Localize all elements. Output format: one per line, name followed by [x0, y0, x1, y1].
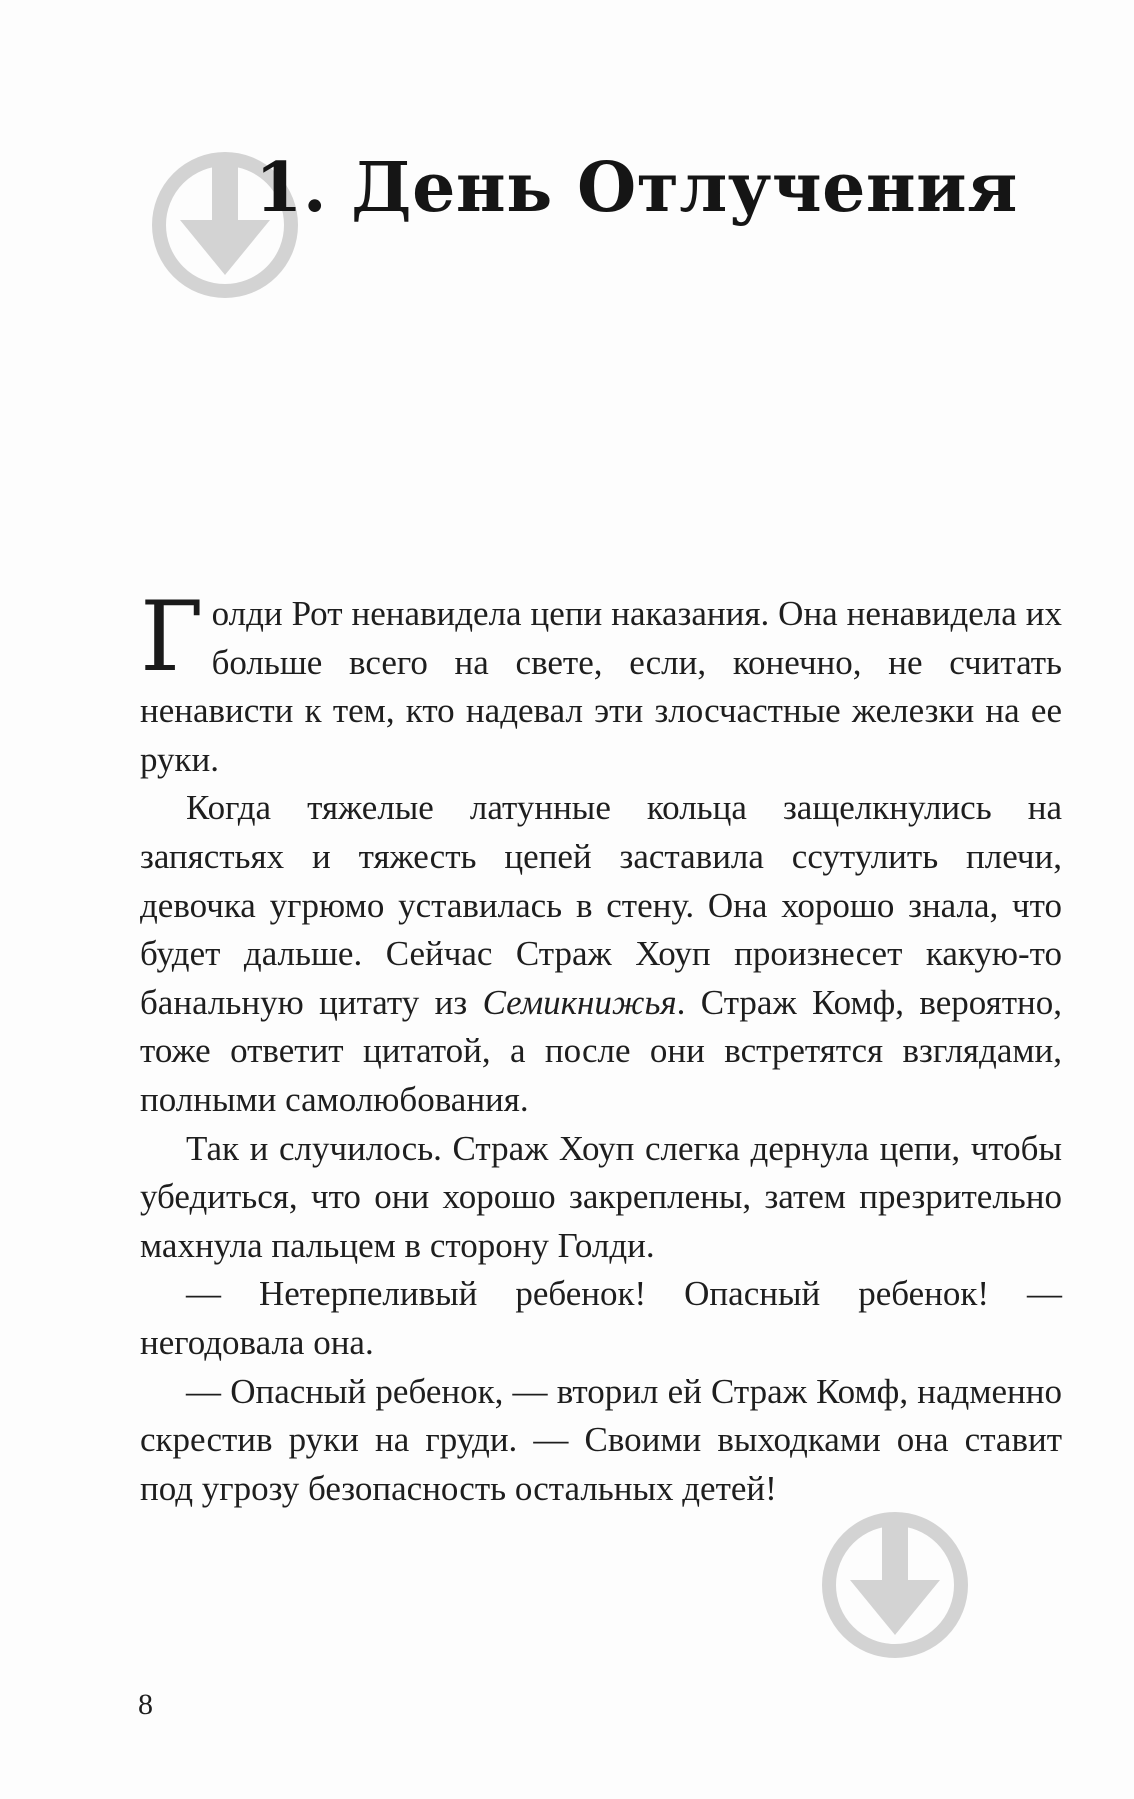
chapter-body — [140, 581, 1062, 1513]
page-number: 8 — [138, 1688, 153, 1721]
paragraph-1 — [140, 581, 1062, 784]
chapter-title: 1. День Отлучения — [255, 148, 1018, 228]
paragraph-3: Так и случилось. Страж Хоуп слегка дернула цепи, чтобы убедиться, что они хорошо закреплены, затем презрительно махнула пальцем в сторону Голди. — [140, 1128, 1062, 1265]
watermark-download-icon — [820, 1510, 970, 1660]
paragraph-2 — [140, 784, 1062, 1124]
paragraph-1-text: олди Рот ненавидела цепи наказания. Она ненавидела их больше всего на свете, если, конечно, не считать ненависти к тем, кто надевал эти злосчастные железки на ее руки. — [140, 594, 1062, 779]
paragraph-4: — Нетерпеливый ребенок! Опасный ребенок! — негодовала она. — [140, 1274, 1062, 1362]
paragraph-5: — Опасный ребенок, — вторил ей Страж Комф, надменно скрестив руки на груди. — Своими выходками она ставит под угрозу безопасность остальных детей! — [140, 1371, 1062, 1508]
paragraph-2-text: Когда тяжелые латунные кольца защелкнулись на запястьях и тяжесть цепей заставила ссутулить плечи, девочка угрюмо уставилась в стену. Она хорошо знала, что будет дальше. Сейчас Страж Хоуп произнесет какую-то банальную цитату из — [140, 788, 1062, 1022]
paragraph-2-end: . Страж Комф, вероятно, тоже ответит цитатой, а после они встретятся взглядами, полными самолюбования. — [140, 982, 1062, 1119]
drop-cap: Г — [140, 581, 204, 693]
book-title-italic: Семикнижья — [482, 982, 677, 1022]
